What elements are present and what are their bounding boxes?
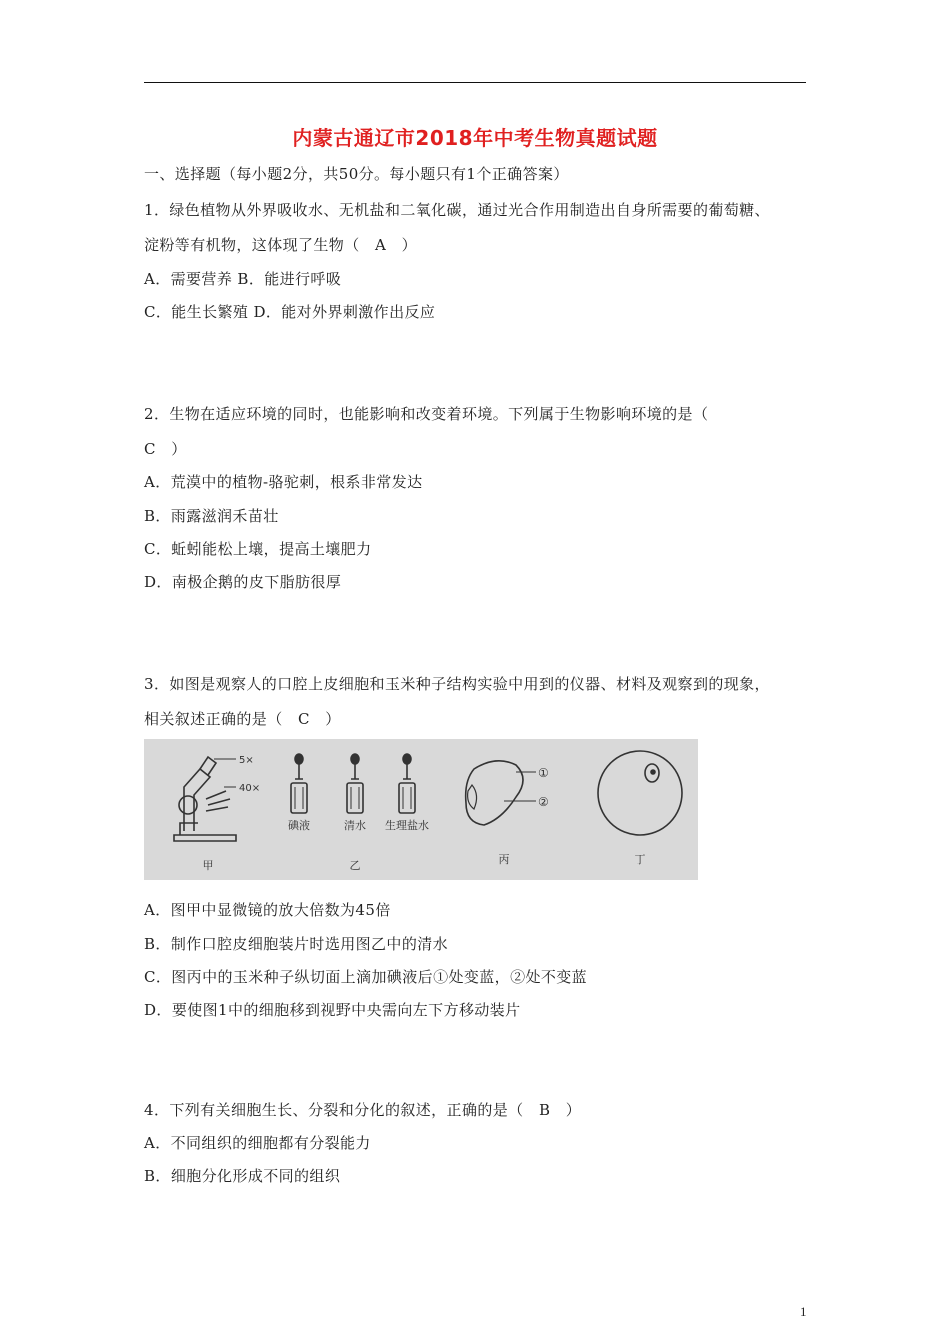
section-heading: 一、选择题（每小题2分，共50分。每小题只有1个正确答案） xyxy=(144,165,569,183)
question-1-stem-line2: 淀粉等有机物，这体现了生物（ A ） xyxy=(144,236,418,254)
question-3-stem-line2: 相关叙述正确的是（ C ） xyxy=(144,710,341,728)
panel-label: 甲 xyxy=(202,859,214,872)
corn-seed-drawing xyxy=(466,761,536,825)
question-3-option: B．制作口腔皮细胞装片时选用图乙中的清水 xyxy=(144,935,449,953)
question-3-stem-line1: 3．如图是观察人的口腔上皮细胞和玉米种子结构实验中用到的仪器、材料及观察到的现象， xyxy=(144,675,770,693)
question-4-option: B．细胞分化形成不同的组织 xyxy=(144,1167,341,1185)
seed-part-label: ① xyxy=(538,766,549,780)
microscope-field-of-view xyxy=(598,751,682,835)
question-2-option: D．南极企鹅的皮下脂肪很厚 xyxy=(144,573,342,591)
dropper-bottles xyxy=(291,754,415,813)
experiment-figure xyxy=(144,739,698,880)
bottle-label: 碘液 xyxy=(288,819,310,832)
panel-label: 丁 xyxy=(634,853,646,866)
header-rule xyxy=(144,82,806,83)
microscope-drawing xyxy=(174,757,236,841)
bottle-label: 清水 xyxy=(344,819,366,832)
page-title: 内蒙古通辽市2018年中考生物真题试题 xyxy=(292,126,658,150)
seed-part-label: ② xyxy=(538,795,549,809)
question-2-option: C．蚯蚓能松上壤，提高土壤肥力 xyxy=(144,540,372,558)
magnification-label: 40× xyxy=(239,783,261,794)
question-2-option: A．荒漠中的植物-骆驼刺，根系非常发达 xyxy=(144,473,423,491)
question-1-stem-line1: 1．绿色植物从外界吸收水、无机盐和二氧化碳，通过光合作用制造出自身所需要的葡萄糖、 xyxy=(144,201,770,219)
question-4-option: A．不同组织的细胞都有分裂能力 xyxy=(144,1134,371,1152)
question-2-option: B．雨露滋润禾苗壮 xyxy=(144,507,279,525)
question-4-stem: 4．下列有关细胞生长、分裂和分化的叙述，正确的是（ B ） xyxy=(144,1101,582,1119)
page-number: 1 xyxy=(800,1304,807,1319)
question-3-option: D．要使图1中的细胞移到视野中央需向左下方移动装片 xyxy=(144,1001,521,1019)
question-1-option-row: C．能生长繁殖 D．能对外界刺激作出反应 xyxy=(144,303,436,321)
magnification-label: 5× xyxy=(239,755,254,766)
panel-label: 乙 xyxy=(349,859,361,872)
panel-label: 丙 xyxy=(498,853,510,866)
question-2-stem-line1: 2．生物在适应环境的同时，也能影响和改变着环境。下列属于生物影响环境的是（ xyxy=(144,405,709,423)
question-3-option: C．图丙中的玉米种子纵切面上滴加碘液后①处变蓝，②处不变蓝 xyxy=(144,968,588,986)
bottle-label: 生理盐水 xyxy=(385,819,429,832)
question-1-option-row: A．需要营养 B．能进行呼吸 xyxy=(144,270,342,288)
question-2-stem-line2: C ） xyxy=(144,440,187,458)
question-3-option: A．图甲中显微镜的放大倍数为45倍 xyxy=(144,901,391,919)
